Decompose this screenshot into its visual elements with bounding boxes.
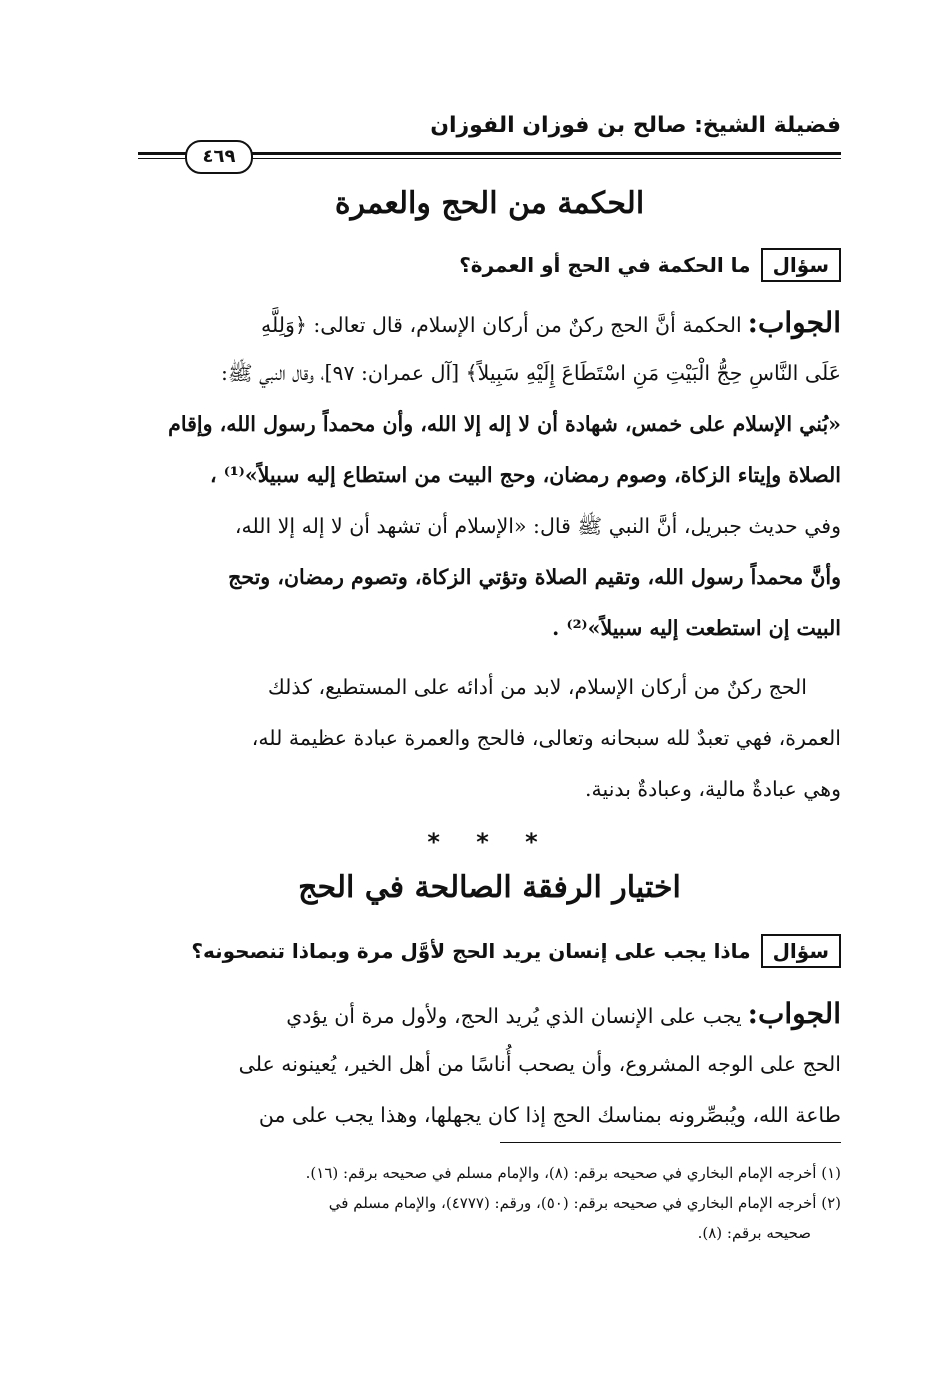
question-2 [138,934,841,968]
answer-label: الجواب: [747,306,841,339]
section-heading-wisdom: الحكمة من الحج والعمرة [334,186,645,221]
hadith-line: البيت إن استطعت إليه سبيلاً»⁽²⁾ . [552,616,841,640]
question-label-box: سؤال [761,934,841,968]
question-text: ماذا يجب على إنسان يريد الحج لأوَّل مرة وبماذا تنصحونه؟ [191,939,751,963]
section-separator: * * * [427,828,552,856]
answer-line: الحج على الوجه المشروع، وأن يصحب أُناسًا من أهل الخير، يُعينونه على [238,1052,841,1076]
answer-1-paragraph-2 [138,662,841,815]
answer-line: عَلَى النَّاسِ حِجُّ الْبَيْتِ مَنِ اسْتَطَاعَ إِلَيْهِ سَبِيلاً﴾ [آل عمران: ٩٧]، وقال النبي ﷺ: [221,361,841,385]
answer-line: الجواب:الحكمة أنَّ الحج ركنٌ من أركان الإسلام، قال تعالى: ﴿وَلِلَّهِ [260,306,841,339]
hadith-line: الصلاة وإيتاء الزكاة، وصوم رمضان، وحج البيت من استطاع إليه سبيلاً»⁽¹⁾ ، [209,463,841,487]
hadith-line: وأنَّ محمداً رسول الله، وتقيم الصلاة وتؤتي الزكاة، وتصوم رمضان، وتحج [228,565,841,589]
paragraph-line: وهي عبادةٌ مالية، وعبادةٌ بدنية. [585,777,841,801]
answer-line: وفي حديث جبريل، أنَّ النبي ﷺ قال: «الإسلام أن تشهد أن لا إله إلا الله، [234,514,841,538]
answer-label: الجواب: [747,997,841,1030]
question-1 [138,248,841,282]
running-header-title: فضيلة الشيخ: صالح بن فوزان الفوزان [430,113,841,138]
answer-1 [138,297,841,654]
question-label-box: سؤال [761,248,841,282]
footnotes [138,1158,841,1248]
paragraph-line: العمرة، فهي تعبدٌ لله سبحانه وتعالى، فالحج والعمرة عبادة عظيمة لله، [251,726,841,750]
page-number: ٤٦٩ [185,140,253,174]
paragraph-line: الحج ركنٌ من أركان الإسلام، لابد من أدائه على المستطيع، كذلك [267,675,807,699]
footnote-2: (٢) أخرجه الإمام البخاري في صحيحه برقم: (٥٠)، ورقم: (٤٧٧٧)، والإمام مسلم في [328,1194,841,1212]
answer-line: طاعة الله، ويُبصِّرونه بمناسك الحج إذا كان يجهلها، وهذا يجب على من [258,1103,841,1127]
footnote-1: (١) أخرجه الإمام البخاري في صحيحه برقم: (٨)، والإمام مسلم في صحيحه برقم: (١٦). [305,1164,841,1182]
question-text: ما الحكمة في الحج أو العمرة؟ [459,253,751,277]
answer-line: الجواب:يجب على الإنسان الذي يُريد الحج، ولأول مرة أن يؤدي [286,997,841,1030]
footnote-2-continuation: صحيحه برقم: (٨). [697,1224,811,1242]
answer-2 [138,988,841,1141]
hadith-line: «بُني الإسلام على خمس، شهادة أن لا إله إلا الله، وأن محمداً رسول الله، وإقام [168,412,841,436]
section-heading-companions: اختيار الرفقة الصالحة في الحج [298,870,681,905]
footnote-rule [500,1142,841,1143]
